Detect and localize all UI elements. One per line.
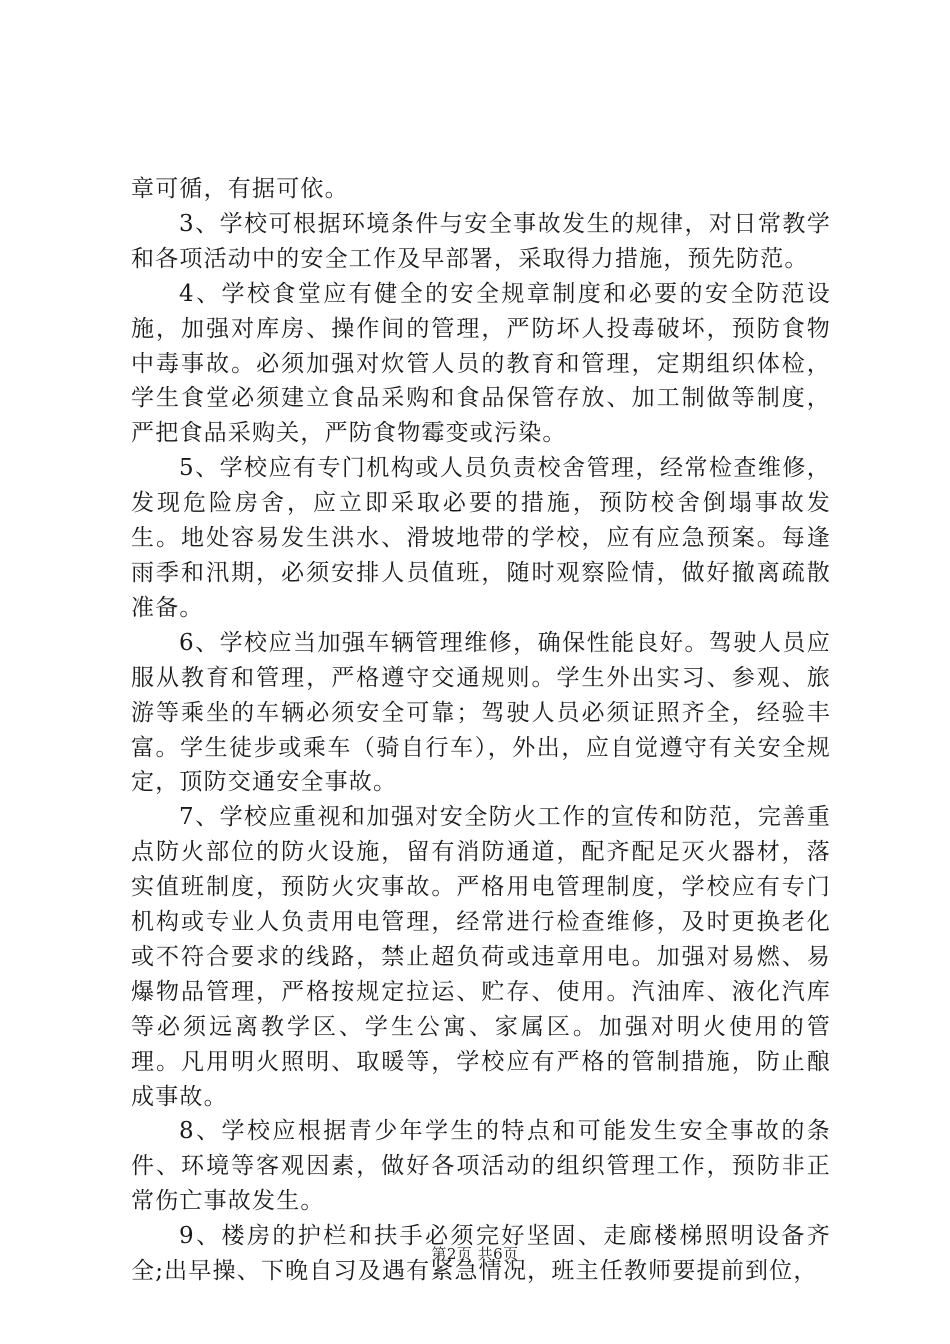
- page-footer: 第2页 共6页: [431, 1245, 519, 1263]
- paragraph-item-8: 8、学校应根据青少年学生的特点和可能发生安全事故的条件、环境等客观因素，做好各项活动的组织管理工作，预防非正常伤亡事故发生。: [131, 1118, 831, 1215]
- paragraph-item-4: 4、学校食堂应有健全的安全规章制度和必要的安全防范设施，加强对库房、操作间的管理，严防坏人投毒破坏，预防食物中毒事故。必须加强对炊管人员的教育和管理，定期组织体检，学生食堂必须建立食品采购和食品保管存放、加工制做等制度，严把食品采购关，严防食物霉变或污染。: [131, 280, 831, 447]
- paragraph-item-3: 3、学校可根据环境条件与安全事故发生的规律，对日常教学和各项活动中的安全工作及早部署，采取得力措施，预先防范。: [131, 210, 831, 272]
- document-body: [131, 172, 831, 1289]
- paragraph-item-5: 5、学校应有专门机构或人员负责校舍管理，经常检查维修，发现危险房舍，应立即采取必要的措施，预防校舍倒塌事故发生。地处容易发生洪水、滑坡地带的学校，应有应急预案。每逢雨季和汛期，必须安排人员值班，随时观察险情，做好撤离疏散准备。: [131, 455, 831, 621]
- paragraph-item-7: 7、学校应重视和加强对安全防火工作的宣传和防范，完善重点防火部位的防火设施，留有消防通道，配齐配足灭火器材，落实值班制度，预防火灾事故。严格用电管理制度，学校应有专门机构或专业人负责用电管理，经常进行检查维修，及时更换老化或不符合要求的线路，禁止超负荷或违章用电。加强对易燃、易爆物品管理，严格按规定拉运、贮存、使用。汽油库、液化汽库等必须远离教学区、学生公寓、家属区。加强对明火使用的管理。凡用明火照明、取暖等，学校应有严格的管制措施，防止酿成事故。: [131, 804, 831, 1110]
- paragraph-item-6: 6、学校应当加强车辆管理维修，确保性能良好。驾驶人员应服从教育和管理，严格遵守交通规则。学生外出实习、参观、旅游等乘坐的车辆必须安全可靠；驾驶人员必须证照齐全，经验丰富。学生徒步或乘车（骑自行车），外出，应自觉遵守有关安全规定，顶防交通安全事故。: [131, 629, 831, 796]
- paragraph-item-9: 9、楼房的护栏和扶手必须完好坚固、走廊楼梯照明设备齐全;出早操、下晚自习及遇有紧急情况，班主任教师要提前到位，: [131, 1223, 831, 1285]
- paragraph-continuation: 章可循，有据可依。: [131, 176, 349, 202]
